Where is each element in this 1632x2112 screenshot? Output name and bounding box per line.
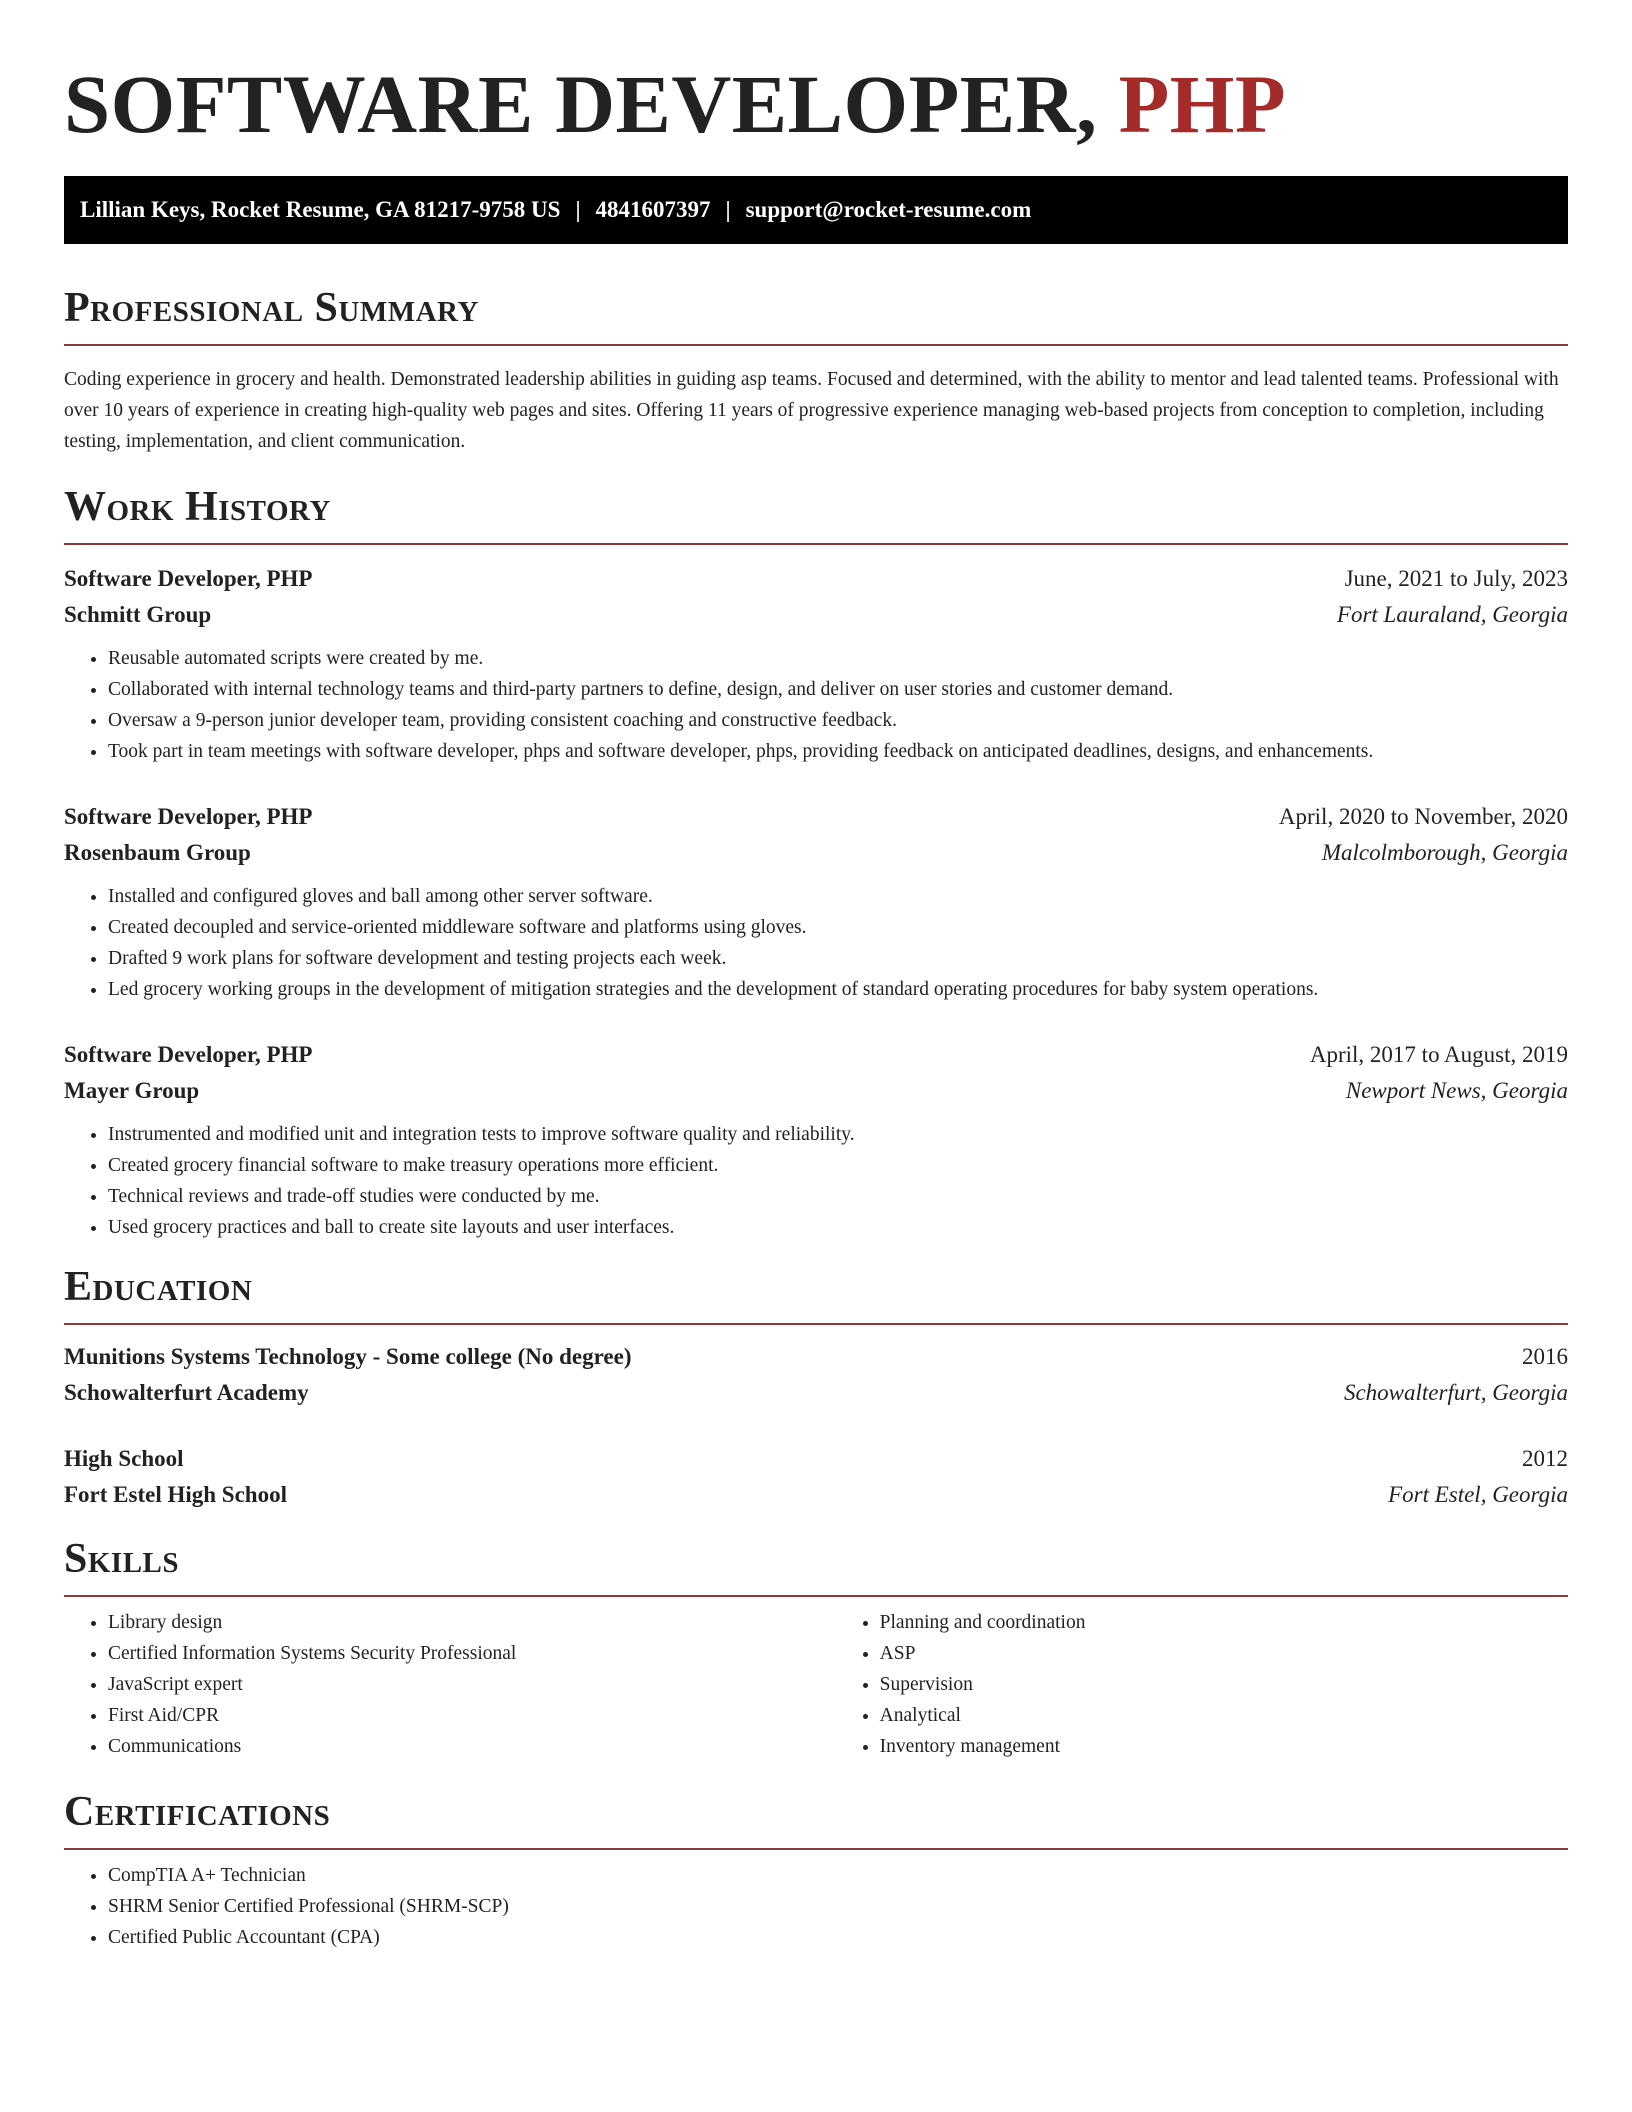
- job-dates: June, 2021 to July, 2023: [1344, 566, 1568, 591]
- list-item: • Supervision: [880, 1669, 1568, 1700]
- title-accent: PHP: [1118, 58, 1287, 150]
- contact-phone[interactable]: 4841607397: [595, 197, 711, 222]
- job-title: Software Developer, PHP: [64, 566, 313, 591]
- education-degree: Munitions Systems Technology - Some college (No degree): [64, 1344, 632, 1369]
- list-item: • CompTIA A+ Technician: [108, 1860, 1568, 1891]
- job-location: Fort Lauraland, Georgia: [1336, 602, 1568, 627]
- skills-grid: [64, 1607, 1568, 1762]
- job-company: Mayer Group: [64, 1078, 200, 1103]
- contact-bar: [64, 176, 1568, 244]
- education-degree-row: [64, 1339, 1568, 1375]
- list-item: • Used grocery practices and ball to create site layouts and user interfaces.: [108, 1212, 1568, 1243]
- summary-section: [64, 282, 1568, 457]
- job-bullets: [64, 1119, 1568, 1243]
- skills-list-left: [64, 1607, 836, 1762]
- job-header-row: [64, 799, 1568, 835]
- job-location: Newport News, Georgia: [1345, 1078, 1568, 1103]
- list-item: • Communications: [108, 1731, 836, 1762]
- section-heading-education: Education: [64, 1261, 1568, 1325]
- list-item: • Certified Public Accountant (CPA): [108, 1922, 1568, 1953]
- list-item: • Installed and configured gloves and ball among other server software.: [108, 881, 1568, 912]
- contact-address: Lillian Keys, Rocket Resume, GA 81217-9758 US: [80, 197, 561, 222]
- list-item: • Led grocery working groups in the development of mitigation strategies and the development of standard operating procedures for baby system operations.: [108, 974, 1568, 1005]
- job-bullets: [64, 881, 1568, 1005]
- section-heading-skills: Skills: [64, 1533, 1568, 1597]
- education-school: Fort Estel High School: [64, 1482, 287, 1507]
- job-location: Malcolmborough, Georgia: [1321, 840, 1568, 865]
- job-entry: [64, 799, 1568, 1005]
- job-company-row: [64, 835, 1568, 871]
- page-title: [64, 0, 1568, 152]
- list-item: • SHRM Senior Certified Professional (SHRM-SCP): [108, 1891, 1568, 1922]
- contact-email[interactable]: support@rocket-resume.com: [745, 197, 1032, 222]
- education-school: Schowalterfurt Academy: [64, 1380, 309, 1405]
- job-title: Software Developer, PHP: [64, 1042, 313, 1067]
- job-company-row: [64, 597, 1568, 633]
- list-item: • Created grocery financial software to make treasury operations more efficient.: [108, 1150, 1568, 1181]
- job-title: Software Developer, PHP: [64, 804, 313, 829]
- education-school-row: [64, 1477, 1568, 1513]
- education-degree: High School: [64, 1446, 184, 1471]
- list-item: • Created decoupled and service-oriented middleware software and platforms using gloves.: [108, 912, 1568, 943]
- education-degree-row: [64, 1441, 1568, 1477]
- list-item: • Drafted 9 work plans for software development and testing projects each week.: [108, 943, 1568, 974]
- summary-text: Coding experience in grocery and health. Demonstrated leadership abilities in guiding asp teams. Focused and determined, with the ability to mentor and lead talented teams. Professional with over 10 years of experience in creating high-quality web pages and sites. Offering 11 years of progressive experience managing web-based projects from conception to completion, including testing, implementation, and client communication.: [64, 369, 1559, 452]
- job-bullets: [64, 643, 1568, 767]
- contact-separator: |: [575, 197, 581, 222]
- section-heading-summary: Professional Summary: [64, 282, 1568, 346]
- education-year: 2012: [1522, 1446, 1568, 1471]
- education-section: [64, 1261, 1568, 1513]
- skills-section: [64, 1533, 1568, 1762]
- education-location: Schowalterfurt, Georgia: [1343, 1380, 1568, 1405]
- list-item: • Technical reviews and trade-off studies were conducted by me.: [108, 1181, 1568, 1212]
- certifications-section: [64, 1786, 1568, 1953]
- list-item: • ASP: [880, 1638, 1568, 1669]
- list-item: • Library design: [108, 1607, 836, 1638]
- job-company: Rosenbaum Group: [64, 840, 251, 865]
- list-item: • Oversaw a 9-person junior developer team, providing consistent coaching and constructive feedback.: [108, 705, 1568, 736]
- list-item: • JavaScript expert: [108, 1669, 836, 1700]
- list-item: • First Aid/CPR: [108, 1700, 836, 1731]
- section-heading-certifications: Certifications: [64, 1786, 1568, 1850]
- skills-list-right: [836, 1607, 1568, 1762]
- list-item: • Analytical: [880, 1700, 1568, 1731]
- education-year: 2016: [1522, 1344, 1568, 1369]
- title-main: SOFTWARE DEVELOPER,: [64, 58, 1098, 150]
- list-item: • Took part in team meetings with software developer, phps and software developer, phps, providing feedback on anticipated deadlines, designs, and enhancements.: [108, 736, 1568, 767]
- certifications-list: [64, 1860, 1568, 1953]
- list-item: • Collaborated with internal technology teams and third-party partners to define, design, and deliver on user stories and customer demand.: [108, 674, 1568, 705]
- job-company: Schmitt Group: [64, 602, 212, 627]
- job-header-row: [64, 561, 1568, 597]
- job-company-row: [64, 1073, 1568, 1109]
- education-entry: [64, 1441, 1568, 1513]
- job-dates: April, 2017 to August, 2019: [1309, 1042, 1568, 1067]
- list-item: • Instrumented and modified unit and integration tests to improve software quality and reliability.: [108, 1119, 1568, 1150]
- section-heading-work-history: Work History: [64, 481, 1568, 545]
- job-dates: April, 2020 to November, 2020: [1278, 804, 1568, 829]
- education-school-row: [64, 1375, 1568, 1411]
- list-item: • Planning and coordination: [880, 1607, 1568, 1638]
- education-location: Fort Estel, Georgia: [1388, 1482, 1568, 1507]
- list-item: • Inventory management: [880, 1731, 1568, 1762]
- list-item: • Certified Information Systems Security Professional: [108, 1638, 836, 1669]
- contact-separator: |: [725, 197, 731, 222]
- education-entry: [64, 1339, 1568, 1411]
- work-history-section: [64, 481, 1568, 1243]
- job-header-row: [64, 1037, 1568, 1073]
- list-item: • Reusable automated scripts were created by me.: [108, 643, 1568, 674]
- job-entry: [64, 1037, 1568, 1243]
- job-entry: [64, 561, 1568, 767]
